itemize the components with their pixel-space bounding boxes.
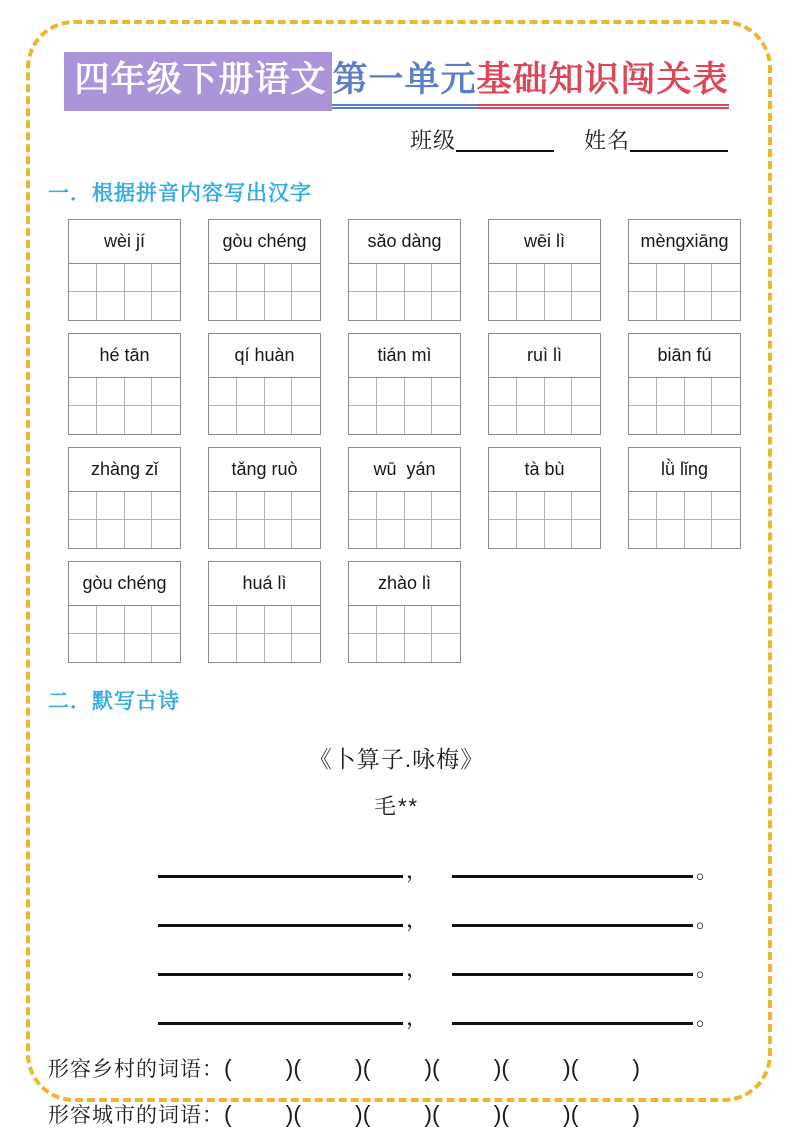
writing-cell [432, 292, 460, 320]
answer-blank-second [452, 1017, 693, 1025]
writing-cell [152, 492, 180, 520]
pinyin-label: biān fú [629, 334, 740, 378]
close-paren: ) [563, 1100, 571, 1127]
answer-blank-first [158, 870, 403, 878]
writing-cell [265, 264, 293, 292]
word-slot [501, 1100, 571, 1127]
writing-cell [237, 492, 265, 520]
writing-cell [97, 292, 125, 320]
writing-cell [125, 292, 153, 320]
writing-cell [265, 520, 293, 548]
pinyin-box [488, 447, 601, 549]
comma-mark: ， [405, 858, 428, 883]
writing-cell [432, 520, 460, 548]
pinyin-box [348, 219, 461, 321]
answer-blank-first [158, 919, 403, 927]
writing-cell [489, 406, 517, 434]
section2-heading: 二．默写古诗 [48, 690, 180, 713]
class-label: 班级 [410, 128, 457, 153]
writing-cell [572, 264, 600, 292]
word-slot [362, 1054, 433, 1081]
writing-cell [405, 606, 433, 634]
writing-cell [209, 292, 237, 320]
writing-cell-grid [349, 492, 460, 548]
writing-cell-grid [489, 492, 600, 548]
writing-cell [69, 634, 97, 662]
section1-heading: 一．根据拼音内容写出汉字 [48, 182, 312, 205]
writing-cell [292, 292, 320, 320]
writing-cell [432, 406, 460, 434]
writing-cell [152, 378, 180, 406]
writing-cell-grid [69, 264, 180, 320]
writing-cell [377, 378, 405, 406]
writing-cell-grid [629, 264, 740, 320]
writing-cell [97, 492, 125, 520]
pinyin-label: huá lì [209, 562, 320, 606]
writing-cell [572, 378, 600, 406]
writing-cell [629, 406, 657, 434]
writing-cell [152, 634, 180, 662]
pinyin-label: sǎo dàng [349, 220, 460, 264]
writing-cell [125, 606, 153, 634]
writing-cell [517, 406, 545, 434]
pinyin-box [68, 561, 181, 663]
writing-cell [545, 406, 573, 434]
writing-cell [97, 406, 125, 434]
writing-cell [685, 520, 713, 548]
wordbank-section [48, 1045, 745, 1137]
pinyin-label: wū yán [349, 448, 460, 492]
writing-cell-grid [69, 606, 180, 662]
poem-answer-line [158, 878, 718, 932]
close-paren: ) [632, 1054, 641, 1081]
comma-mark: ， [405, 956, 428, 981]
writing-cell [97, 378, 125, 406]
city-words-slots [224, 1101, 640, 1128]
writing-cell [572, 520, 600, 548]
writing-cell [545, 378, 573, 406]
writing-cell [712, 292, 740, 320]
pinyin-box [68, 219, 181, 321]
writing-cell [629, 264, 657, 292]
open-paren: ( [362, 1100, 371, 1127]
writing-cell-grid [209, 492, 320, 548]
writing-cell [517, 292, 545, 320]
word-slot [501, 1054, 571, 1081]
word-slot [570, 1100, 641, 1127]
writing-cell [209, 264, 237, 292]
writing-cell [69, 292, 97, 320]
pinyin-box [628, 447, 741, 549]
writing-cell [125, 634, 153, 662]
writing-cell [152, 520, 180, 548]
writing-cell [629, 492, 657, 520]
writing-cell [657, 406, 685, 434]
writing-cell-grid [349, 378, 460, 434]
writing-cell [292, 406, 320, 434]
writing-cell [209, 520, 237, 548]
writing-cell [377, 520, 405, 548]
close-paren: ) [563, 1054, 571, 1081]
writing-cell [125, 378, 153, 406]
word-slot [432, 1100, 502, 1127]
writing-cell [69, 520, 97, 548]
writing-cell [377, 634, 405, 662]
writing-cell [377, 492, 405, 520]
title-subject-part: 基础知识闯关表 [477, 60, 729, 109]
writing-cell [69, 264, 97, 292]
writing-cell [712, 520, 740, 548]
writing-cell [69, 606, 97, 634]
open-paren: ( [224, 1054, 232, 1081]
poem-answer-line [158, 829, 718, 883]
pinyin-label: wēi lì [489, 220, 600, 264]
answer-blank-second [452, 968, 693, 976]
writing-cell [432, 492, 460, 520]
writing-cell [152, 292, 180, 320]
writing-cell [545, 520, 573, 548]
writing-cell [349, 378, 377, 406]
writing-cell [97, 606, 125, 634]
writing-cell [657, 520, 685, 548]
word-slot [224, 1100, 294, 1127]
writing-cell [292, 634, 320, 662]
writing-cell-grid [629, 492, 740, 548]
writing-cell [292, 520, 320, 548]
pinyin-label: tǎng ruò [209, 448, 320, 492]
writing-cell [657, 378, 685, 406]
pinyin-box [488, 333, 601, 435]
answer-blank-second [452, 870, 693, 878]
open-paren: ( [501, 1054, 510, 1081]
answer-blank-first [158, 1017, 403, 1025]
title-grade-part: 四年级下册语文 [64, 52, 332, 111]
writing-cell [237, 520, 265, 548]
period-mark: 。 [695, 1005, 718, 1030]
pinyin-box [68, 447, 181, 549]
close-paren: ) [493, 1100, 502, 1127]
comma-mark: ， [405, 1005, 428, 1030]
writing-cell [349, 406, 377, 434]
writing-cell [489, 292, 517, 320]
writing-cell-grid [349, 264, 460, 320]
writing-cell [685, 406, 713, 434]
pinyin-label: gòu chéng [69, 562, 180, 606]
pinyin-label: wèi jí [69, 220, 180, 264]
writing-cell [265, 406, 293, 434]
writing-cell [685, 492, 713, 520]
writing-cell [377, 264, 405, 292]
writing-cell [125, 406, 153, 434]
open-paren: ( [432, 1100, 440, 1127]
word-slot [432, 1054, 502, 1081]
rural-words-slots [224, 1055, 640, 1082]
writing-cell [572, 492, 600, 520]
writing-cell [712, 378, 740, 406]
writing-cell [265, 492, 293, 520]
writing-cell [152, 264, 180, 292]
pinyin-label: mèngxiāng [629, 220, 740, 264]
writing-cell [292, 378, 320, 406]
pinyin-box [208, 447, 321, 549]
pinyin-box [68, 333, 181, 435]
open-paren: ( [570, 1100, 579, 1127]
writing-cell [349, 292, 377, 320]
close-paren: ) [424, 1100, 433, 1127]
writing-cell [657, 264, 685, 292]
close-paren: ) [632, 1100, 641, 1127]
name-blank-line [630, 132, 728, 152]
writing-cell [545, 292, 573, 320]
writing-cell-grid [209, 378, 320, 434]
writing-cell-grid [629, 378, 740, 434]
writing-cell [712, 406, 740, 434]
pinyin-label: qí huàn [209, 334, 320, 378]
pinyin-label: gòu chéng [209, 220, 320, 264]
writing-cell [405, 264, 433, 292]
pinyin-box [208, 333, 321, 435]
writing-cell [377, 292, 405, 320]
answer-blank-first [158, 968, 403, 976]
rural-words-line [48, 1045, 745, 1091]
close-paren: ) [285, 1054, 294, 1081]
writing-cell [545, 264, 573, 292]
writing-cell [69, 378, 97, 406]
period-mark: 。 [695, 858, 718, 883]
writing-cell [69, 492, 97, 520]
pinyin-box [348, 447, 461, 549]
pinyin-label: hé tān [69, 334, 180, 378]
writing-cell [265, 378, 293, 406]
open-paren: ( [293, 1100, 302, 1127]
writing-cell [517, 492, 545, 520]
writing-cell [265, 292, 293, 320]
period-mark: 。 [695, 907, 718, 932]
pinyin-box [348, 561, 461, 663]
writing-cell [685, 264, 713, 292]
writing-cell [125, 264, 153, 292]
pinyin-label: lǜ lǐng [629, 448, 740, 492]
pinyin-box [208, 561, 321, 663]
name-label: 姓名 [584, 128, 631, 153]
pinyin-label: zhàng zǐ [69, 448, 180, 492]
class-blank-line [456, 132, 554, 152]
open-paren: ( [362, 1054, 371, 1081]
poem-answer-lines [158, 829, 718, 1030]
writing-cell [405, 634, 433, 662]
writing-cell [237, 292, 265, 320]
writing-cell [152, 406, 180, 434]
writing-cell [489, 492, 517, 520]
writing-cell [292, 264, 320, 292]
writing-cell [712, 264, 740, 292]
writing-cell [405, 492, 433, 520]
rural-words-label: 形容乡村的词语： [48, 1058, 224, 1081]
writing-cell-grid [349, 606, 460, 662]
writing-cell [292, 606, 320, 634]
writing-cell-grid [489, 378, 600, 434]
writing-cell [572, 292, 600, 320]
writing-cell-grid [489, 264, 600, 320]
writing-cell-grid [69, 378, 180, 434]
writing-cell [432, 634, 460, 662]
writing-cell [432, 606, 460, 634]
writing-cell [657, 292, 685, 320]
pinyin-box [348, 333, 461, 435]
writing-cell [405, 520, 433, 548]
writing-cell [292, 492, 320, 520]
poem-answer-line [158, 976, 718, 1030]
writing-cell [405, 378, 433, 406]
writing-cell [377, 406, 405, 434]
writing-cell [657, 492, 685, 520]
open-paren: ( [432, 1054, 440, 1081]
pinyin-label: zhào lì [349, 562, 460, 606]
open-paren: ( [293, 1054, 302, 1081]
writing-cell [349, 492, 377, 520]
poem-author: 毛** [373, 794, 420, 819]
city-words-line [48, 1091, 745, 1137]
writing-cell [685, 292, 713, 320]
word-slot [224, 1054, 294, 1081]
period-mark: 。 [695, 956, 718, 981]
writing-cell [237, 378, 265, 406]
writing-cell [125, 520, 153, 548]
pinyin-box [628, 219, 741, 321]
pinyin-box [628, 333, 741, 435]
close-paren: ) [355, 1054, 363, 1081]
pinyin-label: tián mì [349, 334, 460, 378]
open-paren: ( [501, 1100, 510, 1127]
writing-cell [432, 264, 460, 292]
writing-cell [97, 634, 125, 662]
writing-cell [489, 520, 517, 548]
writing-cell [489, 378, 517, 406]
pinyin-label: tà bù [489, 448, 600, 492]
writing-cell [97, 264, 125, 292]
writing-cell [629, 520, 657, 548]
city-words-label: 形容城市的词语： [48, 1104, 224, 1127]
writing-cell [405, 406, 433, 434]
comma-mark: ， [405, 907, 428, 932]
writing-cell [517, 378, 545, 406]
writing-cell [152, 606, 180, 634]
pinyin-box [488, 219, 601, 321]
open-paren: ( [224, 1100, 232, 1127]
page-title [48, 52, 745, 102]
writing-cell [349, 634, 377, 662]
writing-cell-grid [209, 606, 320, 662]
word-slot [293, 1054, 363, 1081]
writing-cell [237, 406, 265, 434]
writing-cell [432, 378, 460, 406]
writing-cell [629, 378, 657, 406]
writing-cell [712, 492, 740, 520]
writing-cell [349, 264, 377, 292]
writing-cell [517, 264, 545, 292]
poem-answer-line [158, 927, 718, 981]
writing-cell [265, 606, 293, 634]
close-paren: ) [355, 1100, 363, 1127]
writing-cell [125, 492, 153, 520]
word-slot [293, 1100, 363, 1127]
writing-cell [97, 520, 125, 548]
answer-blank-second [452, 919, 693, 927]
writing-cell [69, 406, 97, 434]
writing-cell [209, 606, 237, 634]
word-slot [570, 1054, 641, 1081]
writing-cell [517, 520, 545, 548]
pinyin-box [208, 219, 321, 321]
writing-cell [265, 634, 293, 662]
writing-cell [237, 606, 265, 634]
writing-cell [405, 292, 433, 320]
writing-cell [489, 264, 517, 292]
title-unit-part: 第一单元 [332, 60, 476, 109]
writing-cell [629, 292, 657, 320]
writing-cell [237, 634, 265, 662]
writing-cell [377, 606, 405, 634]
writing-cell [572, 406, 600, 434]
pinyin-label: ruì lì [489, 334, 600, 378]
pinyin-grid [68, 219, 756, 663]
open-paren: ( [570, 1054, 579, 1081]
writing-cell [209, 406, 237, 434]
writing-cell [209, 378, 237, 406]
writing-cell [237, 264, 265, 292]
writing-cell [349, 520, 377, 548]
word-slot [362, 1100, 433, 1127]
poem-title: 《卜算子.咏梅》 [308, 746, 485, 772]
close-paren: ) [424, 1054, 433, 1081]
writing-cell [209, 492, 237, 520]
class-name-row [48, 124, 745, 155]
close-paren: ) [493, 1054, 502, 1081]
writing-cell [545, 492, 573, 520]
writing-cell-grid [209, 264, 320, 320]
writing-cell [349, 606, 377, 634]
writing-cell-grid [69, 492, 180, 548]
close-paren: ) [285, 1100, 294, 1127]
writing-cell [685, 378, 713, 406]
writing-cell [209, 634, 237, 662]
